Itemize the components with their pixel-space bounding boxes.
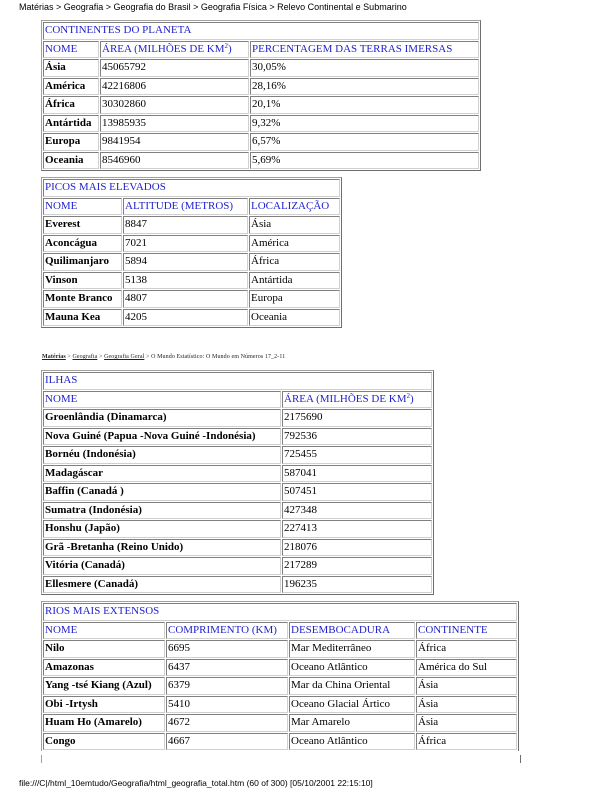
cell-name: Obi -Irtysh [43, 696, 165, 714]
table-row [43, 216, 340, 234]
table-caption-row [43, 603, 517, 621]
cell-location: Ásia [249, 216, 340, 234]
cell-length: 6695 [166, 640, 288, 658]
cell-area: 218076 [282, 539, 432, 557]
cell-name: Nova Guiné (Papua -Nova Guiné -Indonésia) [43, 428, 281, 446]
column-header: NOME [43, 41, 99, 59]
cell-name: Quilimanjaro [43, 253, 122, 271]
cell-name: Ellesmere (Canadá) [43, 576, 281, 594]
breadcrumb-link-materias[interactable]: Matérias [42, 354, 66, 360]
cell-continent: África [416, 640, 517, 658]
table-row [43, 520, 432, 538]
cell-name: Oceania [43, 152, 99, 170]
cell-area: 725455 [282, 446, 432, 464]
cell-percent: 28,16% [250, 78, 479, 96]
breadcrumb-link-geografia[interactable]: Geografia [72, 354, 98, 360]
cell-altitude: 5894 [123, 253, 248, 271]
cell-name: Madagáscar [43, 465, 281, 483]
cell-mouth: Oceano Atlântico [289, 659, 415, 677]
cell-percent: 9,32% [250, 115, 479, 133]
column-header: DESEMBOCADURA [289, 622, 415, 640]
column-header: ALTITUDE (METROS) [123, 198, 248, 216]
table-row [43, 640, 517, 658]
cell-continent: Ásia [416, 677, 517, 695]
table-caption-row [43, 22, 479, 40]
rios-table [41, 601, 519, 751]
cell-mouth: Mar Mediterrâneo [289, 640, 415, 658]
cell-location: África [249, 253, 340, 271]
cell-location: América [249, 235, 340, 253]
table-row [43, 235, 340, 253]
table-row [43, 96, 479, 114]
table-row [43, 409, 432, 427]
table-row [43, 502, 432, 520]
cell-name: Mauna Kea [43, 309, 122, 327]
cell-name: Vinson [43, 272, 122, 290]
cell-area: 9841954 [100, 133, 249, 151]
cell-name: Yang -tsé Kiang (Azul) [43, 677, 165, 695]
breadcrumb-top: Matérias > Geografia > Geografia do Brasil > Geografia Física > Relevo Continental e Submarino [19, 2, 407, 12]
cell-name: Europa [43, 133, 99, 151]
table-row [43, 272, 340, 290]
table-continuation-edge [41, 755, 521, 763]
table-header-row [43, 198, 340, 216]
column-header: NOME [43, 391, 281, 409]
table-row [43, 539, 432, 557]
column-header: ÁREA (MILHÕES DE $KM^2$) [282, 391, 432, 409]
cell-length: 5410 [166, 696, 288, 714]
cell-name: Groenlândia (Dinamarca) [43, 409, 281, 427]
breadcrumb-link-geografia-geral[interactable]: Geografia Geral [104, 354, 145, 360]
cell-area: 45065792 [100, 59, 249, 77]
cell-area: 227413 [282, 520, 432, 538]
table-row [43, 576, 432, 594]
cell-length: 6379 [166, 677, 288, 695]
cell-name: América [43, 78, 99, 96]
cell-mouth: Oceano Glacial Ártico [289, 696, 415, 714]
table-row [43, 677, 517, 695]
cell-name: Huam Ho (Amarelo) [43, 714, 165, 732]
cell-location: Oceania [249, 309, 340, 327]
table-row [43, 428, 432, 446]
cell-length: 6437 [166, 659, 288, 677]
breadcrumb-current: O Mundo Estatístico: O Mundo em Números 17_2-11 [151, 354, 286, 360]
cell-name: Sumatra (Indonésia) [43, 502, 281, 520]
cell-name: Monte Branco [43, 290, 122, 308]
cell-mouth: Mar da China Oriental [289, 677, 415, 695]
table-title: RIOS MAIS EXTENSOS [43, 603, 517, 621]
cell-name: Baffin (Canadá ) [43, 483, 281, 501]
column-header: ÁREA (MILHÕES DE $KM^2$) [100, 41, 249, 59]
column-header: PERCENTAGEM DAS TERRAS IMERSAS [250, 41, 479, 59]
table-title: PICOS MAIS ELEVADOS [43, 179, 340, 197]
cell-mouth: Oceano Atlântico [289, 733, 415, 751]
table-header-row [43, 391, 432, 409]
cell-location: Antártida [249, 272, 340, 290]
cell-altitude: 5138 [123, 272, 248, 290]
table-row [43, 733, 517, 751]
cell-area: 42216806 [100, 78, 249, 96]
table-row [43, 152, 479, 170]
cell-altitude: 4807 [123, 290, 248, 308]
cell-name: Amazonas [43, 659, 165, 677]
table-row [43, 465, 432, 483]
cell-name: Everest [43, 216, 122, 234]
cell-length: 4667 [166, 733, 288, 751]
cell-area: 8546960 [100, 152, 249, 170]
cell-area: 587041 [282, 465, 432, 483]
cell-name: Grã -Bretanha (Reino Unido) [43, 539, 281, 557]
table-header-row [43, 41, 479, 59]
table-row [43, 659, 517, 677]
table-row [43, 696, 517, 714]
cell-continent: América do Sul [416, 659, 517, 677]
table-caption-row [43, 372, 432, 390]
cell-mouth: Mar Amarelo [289, 714, 415, 732]
column-header: LOCALIZAÇÃO [249, 198, 340, 216]
table-row [43, 714, 517, 732]
table-row [43, 557, 432, 575]
table-row [43, 115, 479, 133]
table-row [43, 446, 432, 464]
cell-area: 507451 [282, 483, 432, 501]
cell-area: 196235 [282, 576, 432, 594]
table-title: ILHAS [43, 372, 432, 390]
cell-altitude: 4205 [123, 309, 248, 327]
cell-length: 4672 [166, 714, 288, 732]
table-row [43, 309, 340, 327]
cell-altitude: 7021 [123, 235, 248, 253]
cell-percent: 30,05% [250, 59, 479, 77]
cell-continent: África [416, 733, 517, 751]
cell-name: Antártida [43, 115, 99, 133]
cell-name: Nilo [43, 640, 165, 658]
cell-altitude: 8847 [123, 216, 248, 234]
table-header-row [43, 622, 517, 640]
cell-name: África [43, 96, 99, 114]
cell-name: Aconcágua [43, 235, 122, 253]
cell-percent: 6,57% [250, 133, 479, 151]
continentes-table [41, 20, 481, 171]
cell-name: Congo [43, 733, 165, 751]
table-title: CONTINENTES DO PLANETA [43, 22, 479, 40]
table-row [43, 59, 479, 77]
cell-percent: 5,69% [250, 152, 479, 170]
cell-location: Europa [249, 290, 340, 308]
cell-name: Bornéu (Indonésia) [43, 446, 281, 464]
cell-area: 427348 [282, 502, 432, 520]
column-header: CONTINENTE [416, 622, 517, 640]
page-footer: file:///C|/html_10emtudo/Geografia/html_geografia_total.htm (60 of 300) [05/10/2001 22:15:10] [19, 778, 373, 788]
table-caption-row [43, 179, 340, 197]
breadcrumb-mid: Matérias > Geografia > Geografia Geral > O Mundo Estatístico: O Mundo em Números 17_2-11 [42, 354, 286, 360]
ilhas-table [41, 370, 434, 595]
cell-continent: Ásia [416, 696, 517, 714]
cell-percent: 20,1% [250, 96, 479, 114]
cell-area: 30302860 [100, 96, 249, 114]
picos-table [41, 177, 342, 328]
column-header: NOME [43, 198, 122, 216]
cell-area: 2175690 [282, 409, 432, 427]
cell-name: Ásia [43, 59, 99, 77]
cell-name: Honshu (Japão) [43, 520, 281, 538]
cell-area: 217289 [282, 557, 432, 575]
table-row [43, 483, 432, 501]
cell-area: 13985935 [100, 115, 249, 133]
cell-continent: Ásia [416, 714, 517, 732]
table-row [43, 133, 479, 151]
table-row [43, 290, 340, 308]
table-row [43, 78, 479, 96]
cell-area: 792536 [282, 428, 432, 446]
column-header: NOME [43, 622, 165, 640]
column-header: COMPRIMENTO (KM) [166, 622, 288, 640]
cell-name: Vitória (Canadá) [43, 557, 281, 575]
table-row [43, 253, 340, 271]
